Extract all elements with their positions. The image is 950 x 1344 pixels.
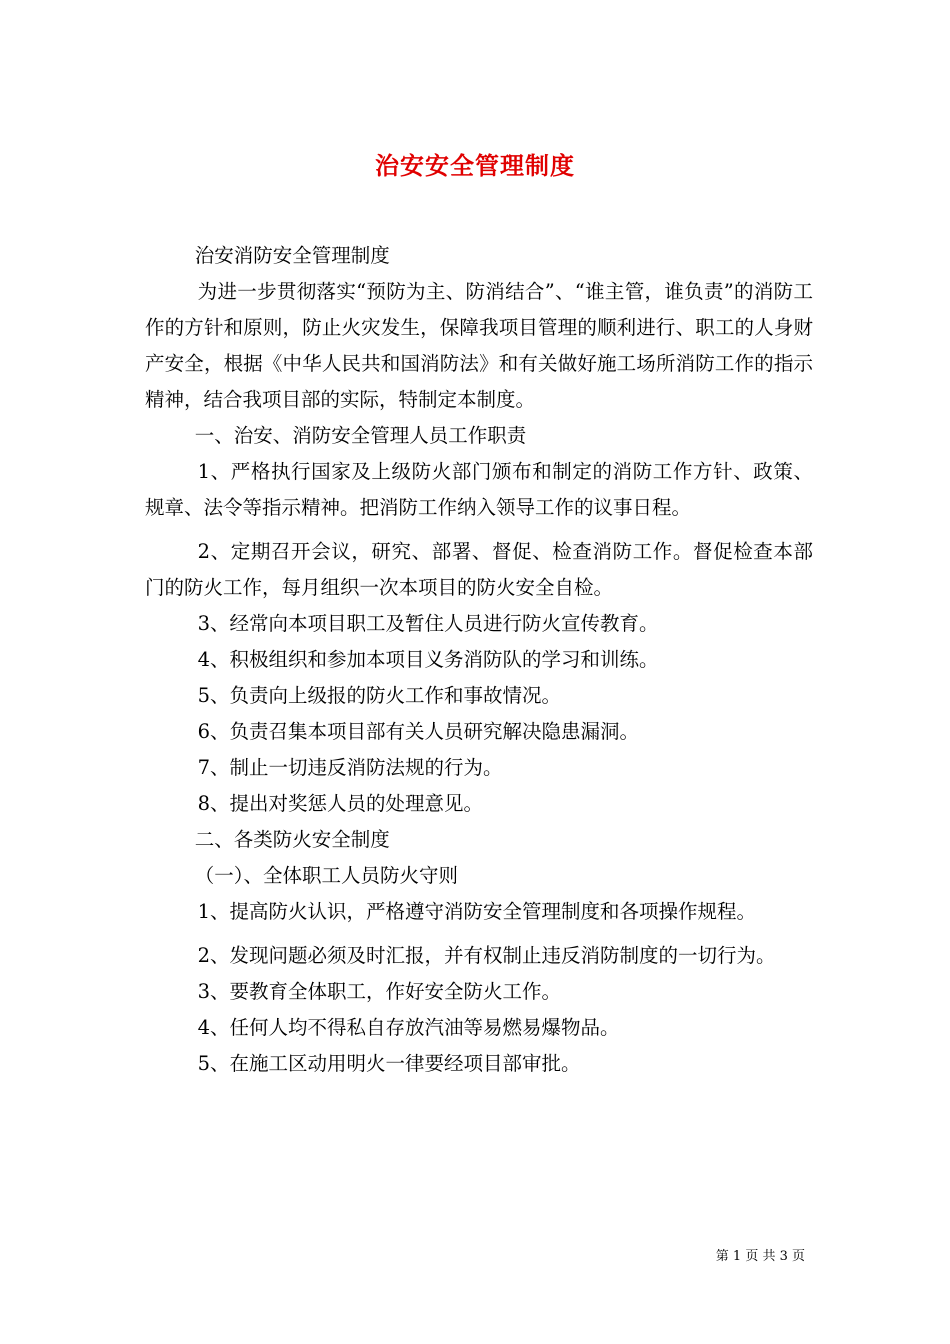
list-item: 6、负责召集本项目部有关人员研究解决隐患漏洞。 [197, 720, 640, 743]
list-item: 4、任何人均不得私自存放汽油等易燃易爆物品。 [197, 1016, 620, 1039]
list-item: 1、严格执行国家及上级防火部门颁布和制定的消防工作方针、政策、规章、法令等指示精神。把消防工作纳入领导工作的议事日程。 [145, 460, 813, 519]
list-item: 3、经常向本项目职工及暂住人员进行防火宣传教育。 [197, 612, 659, 635]
section-heading-duties: 一、治安、消防安全管理人员工作职责 [194, 424, 527, 447]
list-item: 2、定期召开会议，研究、部署、督促、检查消防工作。督促检查本部门的防火工作，每月组织一次本项目的防火安全自检。 [145, 540, 813, 599]
list-item: 5、在施工区动用明火一律要经项目部审批。 [197, 1052, 581, 1075]
list-item: 3、要教育全体职工，作好安全防火工作。 [197, 980, 562, 1003]
list-item: 1、提高防火认识，严格遵守消防安全管理制度和各项操作规程。 [197, 900, 757, 923]
document-title: 治安安全管理制度 [375, 151, 575, 181]
subsection-heading-staff-rules: （一）、全体职工人员防火守则 [194, 864, 458, 887]
document-body [145, 238, 813, 1082]
list-item: 8、提出对奖惩人员的处理意见。 [197, 792, 484, 815]
paragraph-subtitle: 治安消防安全管理制度 [194, 244, 390, 267]
section-heading-fire-safety: 二、各类防火安全制度 [194, 828, 390, 851]
paragraph-intro: 为进一步贯彻落实“预防为主、防消结合”、“谁主管，谁负责”的消防工作的方针和原则，防止火灾发生，保障我项目管理的顺利进行、职工的人身财产安全，根据《中华人民共和国消防法》和有关做好施工场所消防工作的指示精神，结合我项目部的实际，特制定本制度。 [145, 280, 813, 411]
list-item: 2、发现问题必须及时汇报，并有权制止违反消防制度的一切行为。 [197, 944, 776, 967]
list-item: 4、积极组织和参加本项目义务消防队的学习和训练。 [197, 648, 659, 671]
page-number-footer: 第 1 页 共 3 页 [715, 1249, 805, 1264]
list-item: 7、制止一切违反消防法规的行为。 [197, 756, 503, 779]
list-item: 5、负责向上级报的防火工作和事故情况。 [197, 684, 562, 707]
